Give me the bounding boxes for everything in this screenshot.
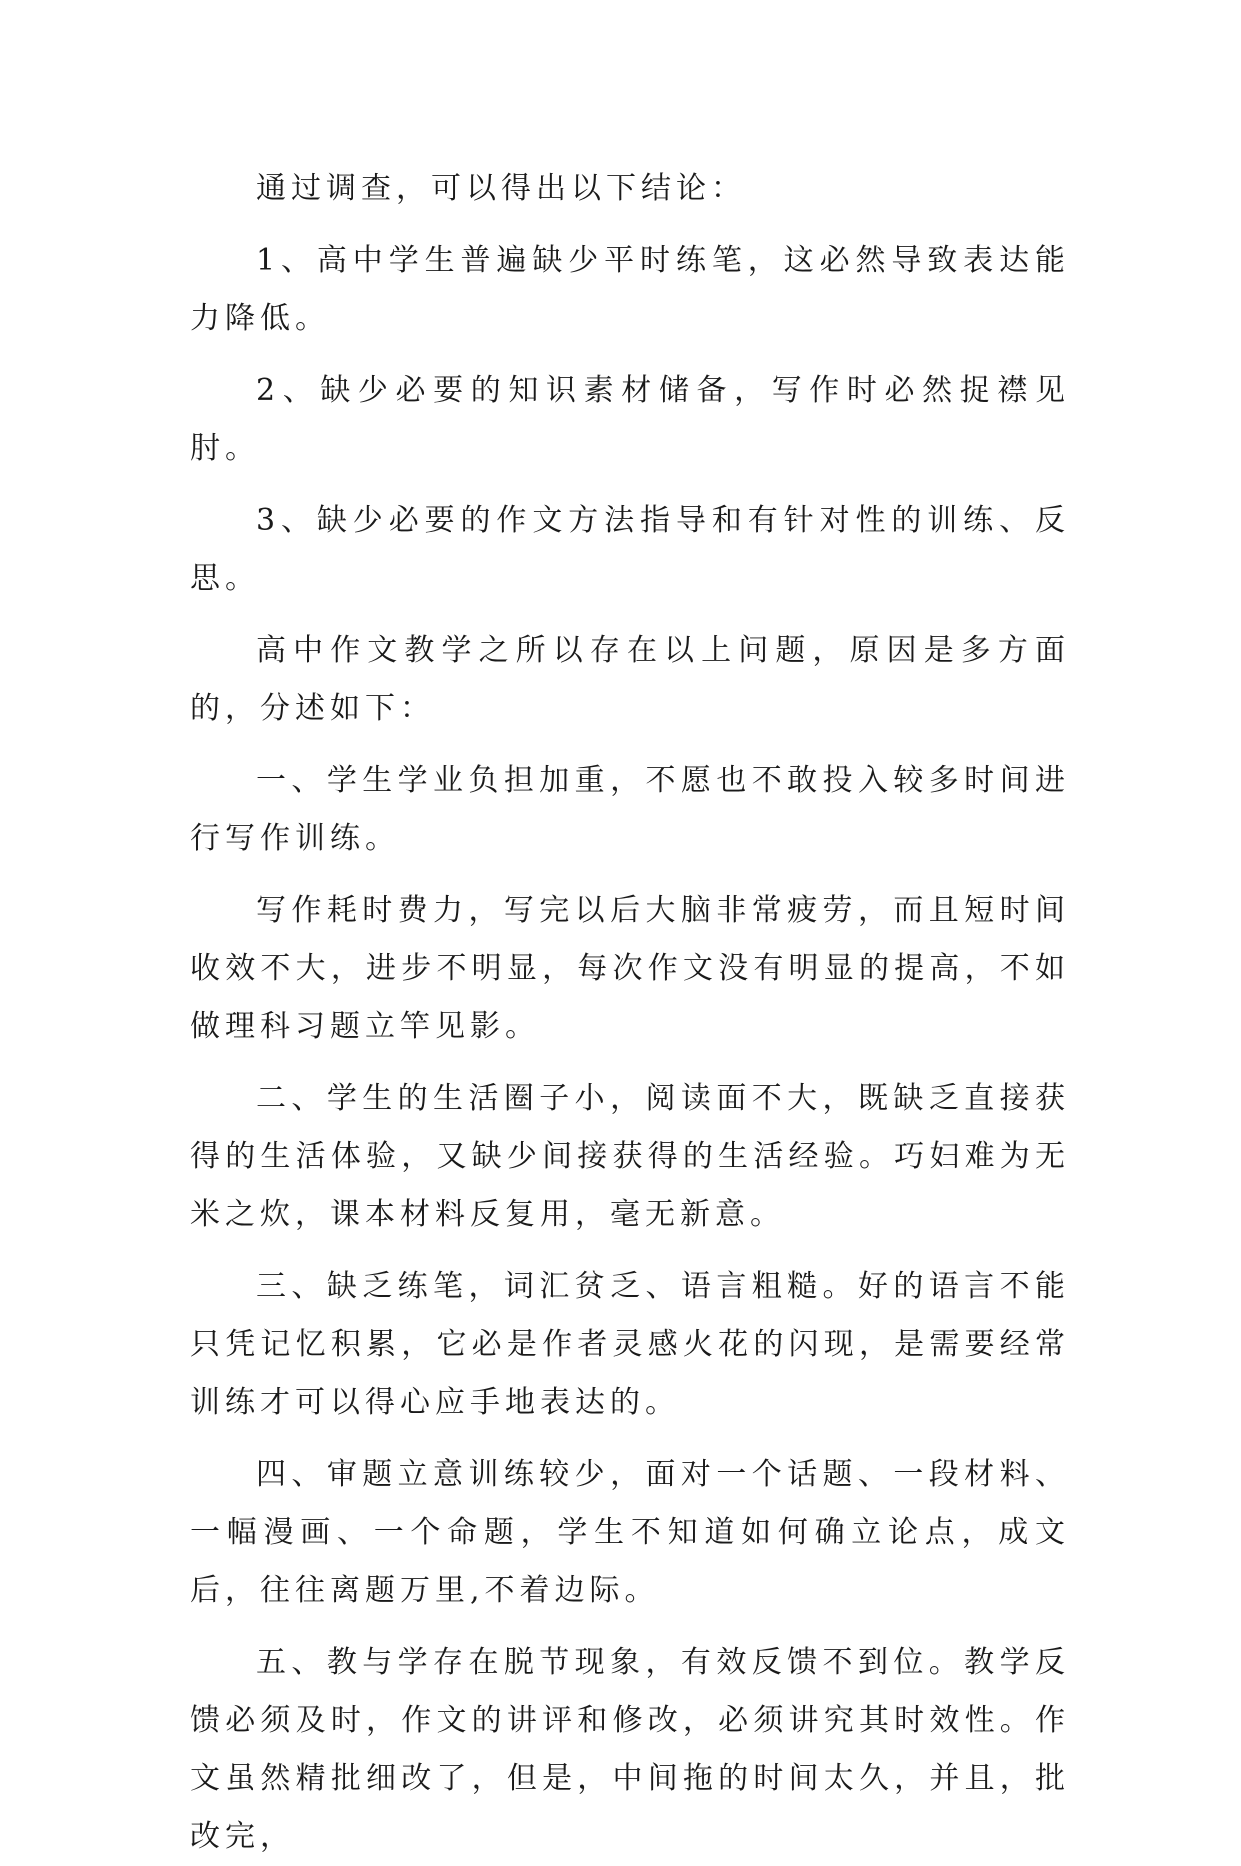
paragraph-cause-4: 四、审题立意训练较少，面对一个话题、一段材料、一幅漫画、一个命题，学生不知道如何确立论点，成文后，往往离题万里,不着边际。	[190, 1457, 1070, 1608]
paragraph-conclusion-intro: 通过调查，可以得出以下结论：	[256, 171, 746, 206]
paragraph-cause-1: 一、学生学业负担加重，不愿也不敢投入较多时间进行写作训练。	[190, 763, 1070, 856]
document-body	[190, 160, 1070, 1866]
paragraph-conclusion-2: 2、缺少必要的知识素材储备，写作时必然捉襟见肘。	[190, 373, 1070, 466]
paragraph-conclusion-3: 3、缺少必要的作文方法指导和有针对性的训练、反思。	[190, 503, 1070, 596]
paragraph-causes-intro: 高中作文教学之所以存在以上问题，原因是多方面的，分述如下：	[190, 633, 1070, 726]
paragraph-conclusion-1: 1、高中学生普遍缺少平时练笔，这必然导致表达能力降低。	[190, 243, 1070, 336]
paragraph-cause-2: 二、学生的生活圈子小，阅读面不大，既缺乏直接获得的生活体验，又缺少间接获得的生活经验。巧妇难为无米之炊，课本材料反复用，毫无新意。	[190, 1081, 1070, 1232]
paragraph-cause-3: 三、缺乏练笔，词汇贫乏、语言粗糙。好的语言不能只凭记忆积累，它必是作者灵感火花的闪现，是需要经常训练才可以得心应手地表达的。	[190, 1269, 1070, 1420]
paragraph-cause-1-detail: 写作耗时费力，写完以后大脑非常疲劳，而且短时间收效不大，进步不明显，每次作文没有明显的提高，不如做理科习题立竿见影。	[190, 893, 1070, 1044]
paragraph-cause-5: 五、教与学存在脱节现象，有效反馈不到位。教学反馈必须及时，作文的讲评和修改，必须讲究其时效性。作文虽然精批细改了，但是，中间拖的时间太久，并且，批改完，	[190, 1645, 1070, 1854]
